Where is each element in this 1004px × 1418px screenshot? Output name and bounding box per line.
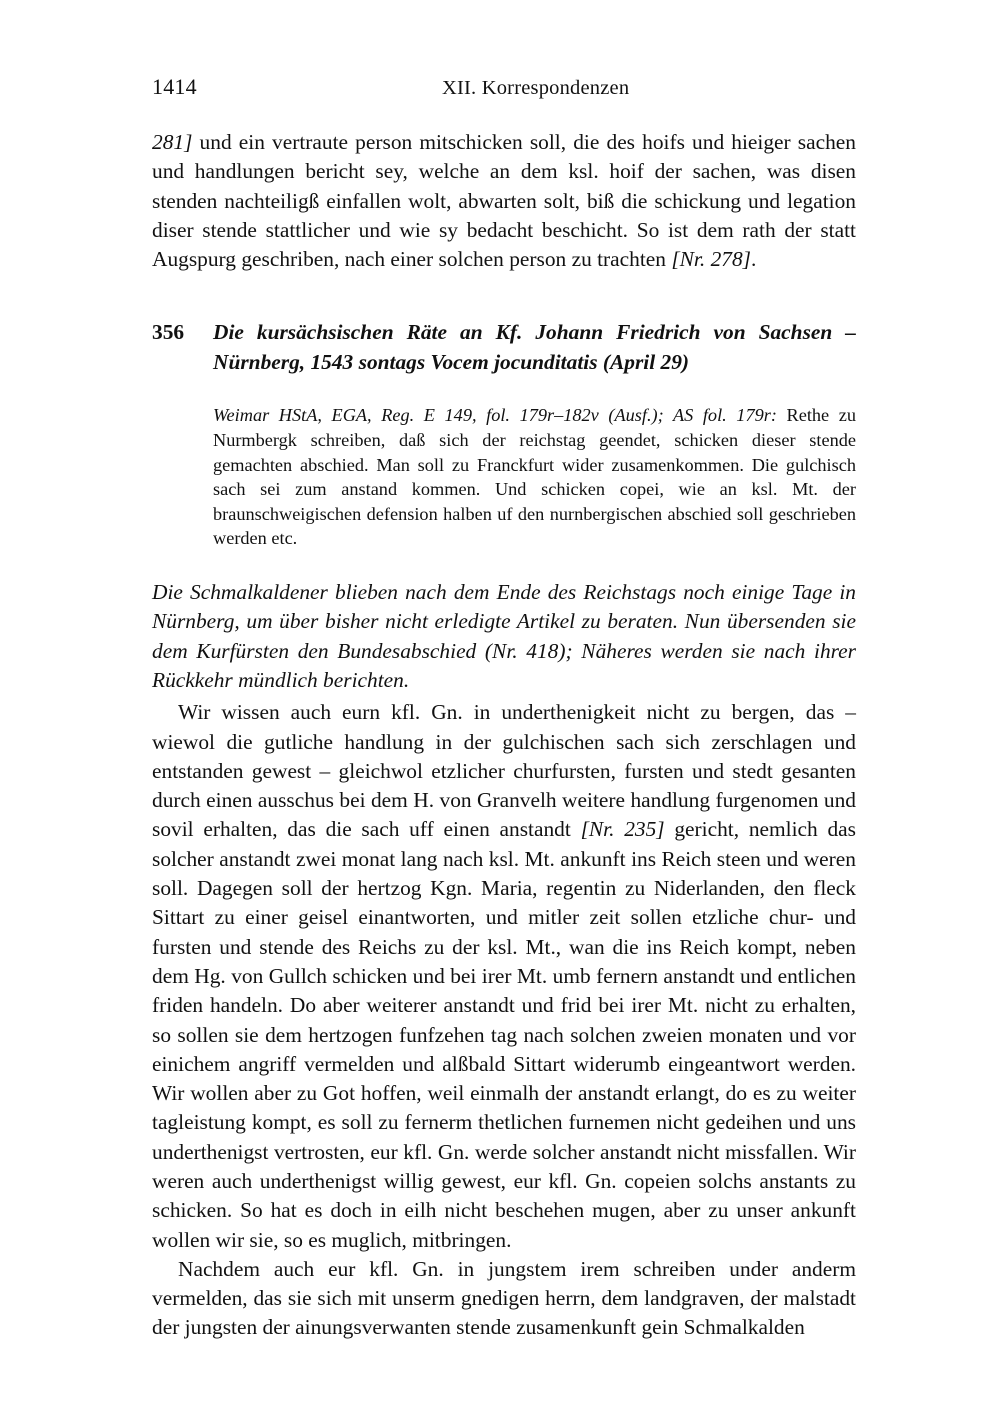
- item-title: [213, 318, 856, 377]
- editorial-summary: Die Schmalkaldener blieben nach dem Ende des Reichstags noch einige Tage in Nürnberg, um über bisher nicht erledigte Artikel zu beraten. Nun übersenden sie dem Kurfürsten den Bundesabschied (Nr. 418); Näheres werden sie nach ihrer Rückkehr mündlich berichten.: [152, 580, 856, 692]
- page-number: 1414: [152, 74, 197, 99]
- cross-reference-278: [Nr. 278]: [671, 247, 751, 272]
- regest-block: [213, 403, 856, 551]
- main-paragraph-1-text-a: Wir wissen auch eurn kfl. Gn. in underthenigkeit nicht zu bergen, das – wiewol die gutliche handlung in der gulchischen sach sich zerschlagen und entstanden gewest – gleichwol etzlicher churfursten, fursten und stedt gesanten durch einen ausschus bei dem H. von Granvelh weitere handlung furgenomen und sovil erhalten, das die sach uff einen anstandt: [152, 700, 856, 842]
- cross-reference-235: [Nr. 235]: [580, 817, 665, 842]
- archival-source: Weimar HStA, EGA, Reg. E 149, fol. 179r–182v (Ausf.); AS fol. 179r:: [213, 405, 777, 426]
- item-title-part-2: sontags Vocem jocunditatis: [358, 349, 603, 374]
- page-content: [152, 74, 856, 1343]
- main-paragraph-1-text-b: gericht, nemlich das solcher anstandt zwei monat lang nach ksl. Mt. ankunft ins Reich steen und weren soll. Dagegen soll der hertzog Kgn. Maria, regentin zu Niderlanden, den fleck Sittart zu einer geisel einantworten, und mitler zeit sollen etzliche chur- und fursten und stende des Reichs zu der ksl. Mt., wan die ins Reich kompt, neben dem Hg. von Gullch schicken und bei irer Mt. umb fernern anstandt und entlichen friden handeln. Do aber weiterer anstandt und frid bei irer Mt. nicht zu erhalten, so sollen sie dem hertzogen funfzehen tag nach solchen zweien monaten und vor einichem angriff vermelden und alßbald Sittart widerumb eingeantwort werden. Wir wollen aber zu Got hoffen, weil einmalh der anstandt erlangt, do es zu weiter tagleistung kompt, es soll zu fernerm thetlichen furnemen nicht gedeihen und uns underthenigst vertrosten, eur kfl. Gn. werde solcher anstandt nicht missfallen. Wir weren auch underthenigst willig gewest, eur kfl. Gn. copeien solchs anstants zu schicken. So hat es doch in eilh nicht beschehen mugen, aber zu unser ankunft wollen wir sie, so es muglich, mitbringen.: [152, 817, 856, 1252]
- opening-paragraph-tail: .: [751, 247, 757, 272]
- item-number: 356: [152, 320, 185, 345]
- main-paragraph-1: [152, 698, 856, 1255]
- item-heading: [152, 318, 856, 377]
- regest-text: Rethe zu Nurmbergk schreiben, daß sich der reichstag geendet, schicken dieser stende gemachten abschied. Man soll zu Franckfurt wider zusamenkommen. Die gulchisch sach sei zum anstand kommen. Und schicken copei, wie an ksl. Mt. der braunschweigischen defension halben uf den nurnbergischen abschied soll geschrieben werden etc.: [213, 405, 857, 549]
- opening-paragraph: [152, 128, 856, 274]
- running-head: [152, 74, 856, 108]
- item-title-date: (April 29): [602, 349, 690, 374]
- document-continuation-marker: 281]: [152, 130, 193, 154]
- item-title-part-1: Die kursächsischen Räte an Kf. Johann Friedrich von Sachsen – Nürnberg, 1543: [213, 320, 856, 374]
- running-head-title: XII. Korrespondenzen: [442, 77, 630, 99]
- main-paragraph-2: Nachdem auch eur kfl. Gn. in jungstem irem schreiben under anderm vermelden, das sie sich mit unserm gnedigen herrn, dem landgraven, der malstadt der jungsten der ainungsverwanten stende zusamenkunft gein Schmalkalden: [152, 1256, 856, 1340]
- opening-paragraph-text: und ein vertraute person mitschicken soll, die des hoifs und hieiger sachen und handlungen bericht sey, welche an dem ksl. hoif der sachen, was disen stenden nachteiligß einfallen wolt, abwarten solt, biß die schickung und legation diser stende stattlicher und wie sy bedacht beschicht. So ist dem rath der statt Augspurg geschriben, nach einer solchen person zu trachten: [152, 130, 856, 272]
